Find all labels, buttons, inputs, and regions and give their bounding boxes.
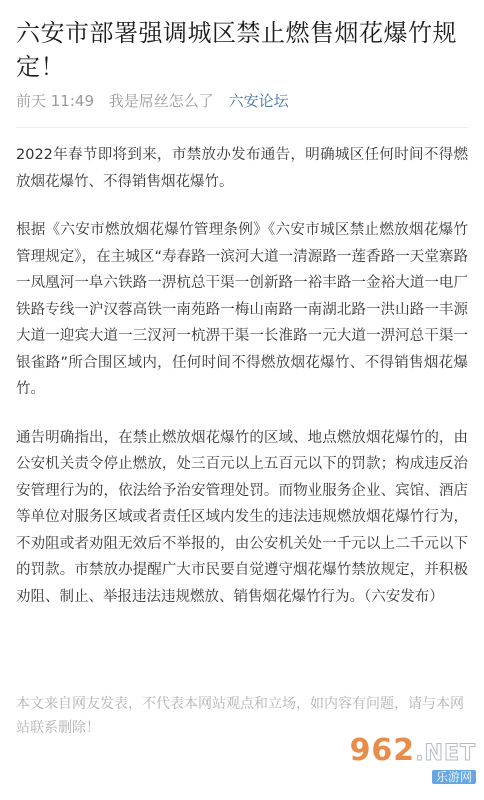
watermark-brand-suffix: .NET xyxy=(415,741,476,766)
forum-link[interactable]: 六安论坛 xyxy=(228,92,289,110)
article-paragraph-1: 2022年春节即将到来，市禁放办发布通告，明确城区任何时间不得燃放烟花爆竹、不得销售烟花爆竹。 xyxy=(16,147,468,190)
disclaimer-text: 本文来自网友发表，不代表本网站观点和立场，如内容有问题，请与本网站联系删除！ xyxy=(16,696,464,736)
article-title: 六安市部署强调城区禁止燃售烟花爆竹规定！ xyxy=(16,19,457,81)
author-name[interactable]: 我是屌丝怎么了 xyxy=(108,92,214,110)
watermark-brand xyxy=(349,733,476,769)
meta-divider xyxy=(16,127,468,128)
post-time: 前天 11:49 xyxy=(16,92,94,110)
article-paragraph-2: 根据《六安市燃放烟花爆竹管理条例》《六安市城区禁止燃放烟花爆竹管理规定》，在主城区“寿春路一滨河大道一清源路一莲香路一天堂寨路一凤凰河一阜六铁路一淠杭总干渠一创新路一裕丰路一金裕大道一电厂铁路专线一沪汉蓉高铁一南苑路一梅山南路一南湖北路一洪山路一丰源大道一迎宾大道一三汊河一杭淠干渠一长淮路一元大道一淠河总干渠一银雀路”所合围区域内，任何时间不得燃放烟花爆竹、不得销售烟花爆竹。 xyxy=(16,222,468,397)
article-paragraph-3: 通告明确指出，在禁止燃放烟花爆竹的区域、地点燃放烟花爆竹的，由公安机关责令停止燃放，处三百元以上五百元以下的罚款；构成违反治安管理行为的，依法给予治安管理处罚。而物业服务企业、宾馆、酒店等单位对服务区域或者责任区域内发生的违法违规燃放烟花爆竹行为，不劝阻或者劝阻无效后不举报的，由公安机关处一千元以上二千元以下的罚款。市禁放办提醒广大市民要自觉遵守烟花爆竹禁放规定，并积极劝阻、制止、举报违法违规燃放、销售烟花爆竹行为。（六安发布） xyxy=(16,429,468,605)
watermark-brand-main: 962 xyxy=(349,733,416,768)
article-meta xyxy=(16,90,468,111)
watermark-sub: 乐游网 xyxy=(432,770,476,784)
site-watermark-logo xyxy=(334,733,476,784)
content-spacer xyxy=(16,632,468,692)
